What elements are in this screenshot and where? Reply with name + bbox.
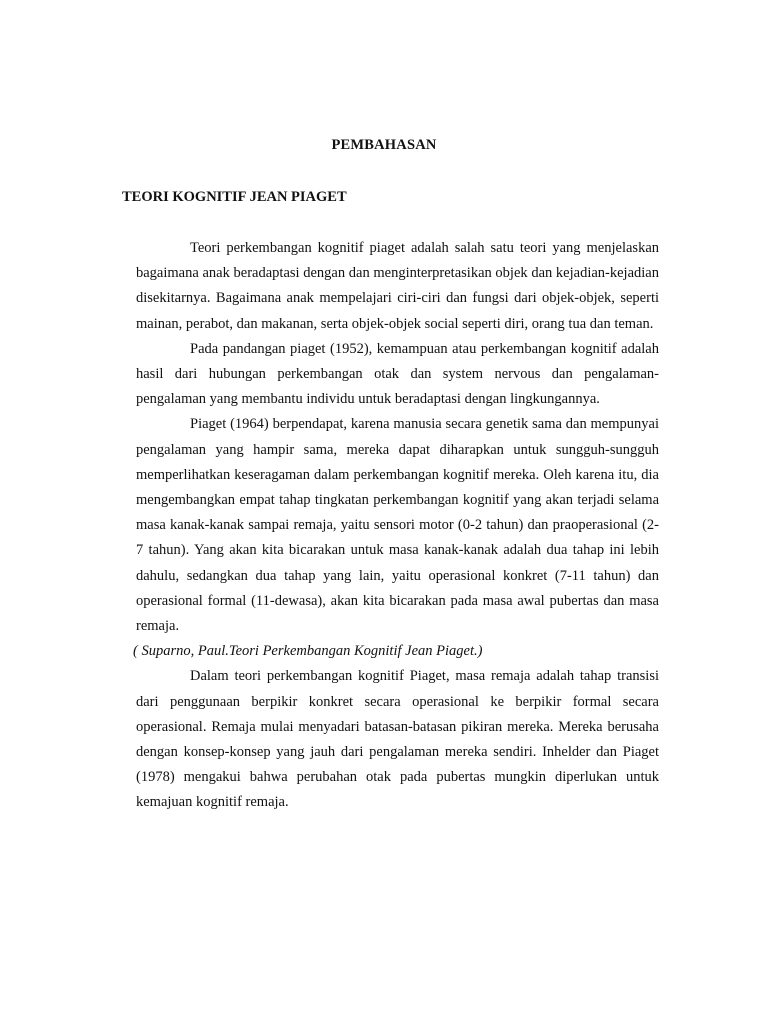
paragraph-2: Pada pandangan piaget (1952), kemampuan atau perkembangan kognitif adalah hasil dari hubungan perkembangan otak dan system nervous dan pengalaman-pengalaman yang membantu individu untuk beradaptasi dengan lingkungannya.	[136, 340, 659, 408]
section-title: TEORI KOGNITIF JEAN PIAGET	[122, 189, 347, 205]
page-heading: PEMBAHASAN	[331, 137, 437, 153]
document-body	[133, 236, 659, 816]
paragraph-3: Piaget (1964) berpendapat, karena manusia secara genetik sama dan mempunyai pengalaman yang hampir sama, mereka dapat diharapkan untuk sungguh-sungguh memperlihatkan keseragaman dalam perkembangan kognitif mereka. Oleh karena itu, dia mengembangkan empat tahap tingkatan perkembangan kognitif yang akan terjadi selama masa kanak-kanak sampai remaja, yaitu sensori motor (0-2 tahun) dan praoperasional (2-7 tahun). Yang akan kita bicarakan untuk masa kanak-kanak adalah dua tahap ini lebih dahulu, sedangkan dua tahap yang lain, yaitu operasional konkret (7-11 tahun) dan operasional formal (11-dewasa), akan kita bicarakan pada masa awal pubertas dan masa remaja.	[136, 416, 659, 635]
paragraph-1: Teori perkembangan kognitif piaget adalah salah satu teori yang menjelaskan bagaimana anak beradaptasi dengan dan menginterpretasikan objek dan kejadian-kejadian disekitarnya. Bagaimana anak mempelajari ciri-ciri dan fungsi dari objek-objek, seperti mainan, perabot, dan makanan, serta objek-objek social seperti diri, orang tua dan teman.	[136, 240, 659, 332]
paragraph-4: Dalam teori perkembangan kognitif Piaget, masa remaja adalah tahap transisi dari penggunaan berpikir konkret secara operasional ke berpikir formal secara operasional. Remaja mulai menyadari batasan-batasan pikiran mereka. Mereka berusaha dengan konsep-konsep yang jauh dari pengalaman mereka sendiri. Inhelder dan Piaget (1978) mengakui bahwa perubahan otak pada pubertas mungkin diperlukan untuk kemajuan kognitif remaja.	[136, 668, 659, 811]
citation: ( Suparno, Paul.Teori Perkembangan Kognitif Jean Piaget.)	[133, 643, 483, 660]
